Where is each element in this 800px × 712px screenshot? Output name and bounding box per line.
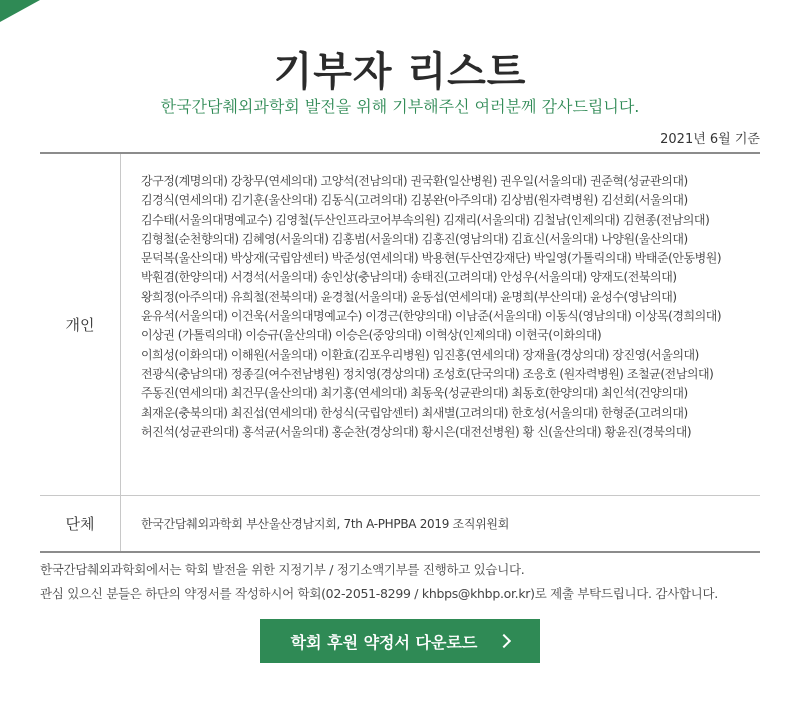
donor-line: 문덕복(울산의대) 박상재(국립암센터) 박준성(연세의대) 박용현(두산연강재단) 박일영(가톨릭의대) 박태준(안동병원) [141,251,722,266]
donor-line: 김수태(서울의대명예교수) 김영철(두산인프라코어부속의원) 김재리(서울의대) 김철남(인제의대) 김현종(전남의대) [141,212,710,227]
donation-notice [40,558,718,606]
group-row [40,496,760,551]
donor-line: 박훤겸(한양의대) 서경석(서울의대) 송인상(충남의대) 송태진(고려의대) 안성우(서울의대) 양재도(전북의대) [141,270,677,285]
donor-line: 왕희정(아주의대) 유희철(전북의대) 윤경철(서울의대) 윤동섭(연세의대) 윤명희(부산의대) 윤성수(영남의대) [141,289,677,304]
donor-line: 강구정(계명의대) 강창무(연세의대) 고양석(전남의대) 권국환(일산병원) 권우일(서울의대) 권준혁(성균관의대) [141,174,688,188]
download-pledge-button[interactable] [260,619,540,663]
group-donor-text: 한국간담췌외과학회 부산울산경남지회, 7th A-PHPBA 2019 조직위원회 [141,517,510,531]
donor-line: 이상권 (가톨릭의대) 이승규(울산의대) 이승은(중앙의대) 이혁상(인제의대) 이현국(이화의대) [141,328,602,343]
donor-line: 김경식(연세의대) 김기훈(울산의대) 김동식(고려의대) 김봉완(아주의대) 김상범(원자력병원) 김선회(서울의대) [141,193,688,208]
corner-decoration [0,0,40,22]
donor-line: 김형철(순천향의대) 김혜영(서울의대) 김홍범(서울의대) 김홍진(영남의대) 김효신(서울의대) 나양원(울산의대) [141,231,688,246]
donor-line: 최재운(충북의대) 최진섭(연세의대) 한성식(국립암센터) 최새별(고려의대) 한호성(서울의대) 한형준(고려의대) [141,405,688,420]
page-title: 기부자 리스트 [273,49,527,95]
individual-label: 개인 [40,154,121,495]
date-label: 2021년 6월 기준 [660,132,760,147]
donor-line: 허진석(성균관의대) 홍석균(서울의대) 홍순찬(경상의대) 황시은(대전선병원) 황 신(울산의대) 황윤진(경북의대) [141,424,692,439]
chevron-right-icon [497,634,511,648]
donor-line: 주동진(연세의대) 최건무(울산의대) 최기홍(연세의대) 최동욱(성균관의대) 최동호(한양의대) 최인석(건양의대) [141,386,688,401]
donor-line: 윤유석(서울의대) 이건욱(서울의대명예교수) 이경근(한양의대) 이남준(서울의대) 이동식(영남의대) 이상목(경희의대) [141,309,722,324]
donor-table [40,152,760,553]
group-label: 단체 [40,496,121,551]
notice-line-1: 한국간담췌외과학회에서는 학회 발전을 위한 지정기부 / 정기소액기부를 진행하고 있습니다. [40,562,525,577]
donor-line: 전광식(충남의대) 정종길(여수전남병원) 정치영(경상의대) 조성호(단국의대) 조응호 (원자력병원) 조철균(전남의대) [141,366,714,381]
individual-donor-list [121,154,760,495]
individual-row [40,154,760,496]
download-button-label: 학회 후원 약정서 다운로드 [290,632,478,652]
donor-line: 이희성(이화의대) 이해원(서울의대) 이환효(김포우리병원) 임진홍(연세의대) 장재율(경상의대) 장진영(서울의대) [141,347,699,362]
notice-line-2: 관심 있으신 분들은 하단의 약정서를 작성하시어 학회(02-2051-8299 / khbps@khbp.or.kr)로 제출 부탁드립니다. 감사합니다. [40,586,718,601]
page-subtitle: 한국간담췌외과학회 발전을 위해 기부해주신 여러분께 감사드립니다. [160,97,640,116]
